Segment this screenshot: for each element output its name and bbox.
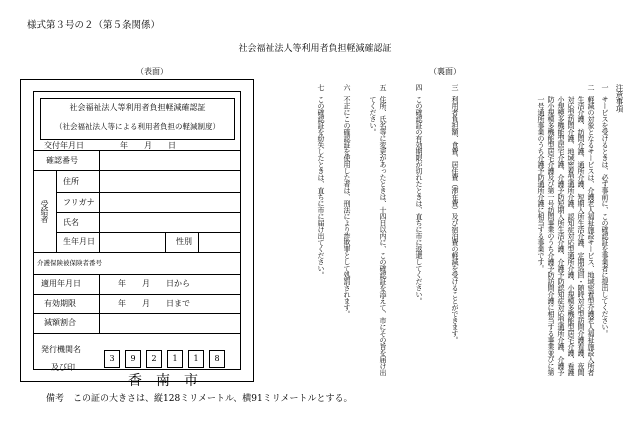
note-text: 軽減の対象となるサービスは、介護老人福祉施設サービス、地域密着型介護老人福祉施設入所者生活介護、訪問介護、通所介護、短期入所生活介護、定期巡回・随時対応型訪問介護看護、夜間対応型訪問介護、地域密着型通所介護、認知症対応型通所介護、小規模多機能型居宅介護、看護小規模多機能型居宅介護、介護予防短期入所生活介護、介護予防認知症対応型通所介護、介護予防小規模多機能型居宅介護及び第一号訪問事業のうち介護予防訪問介護に相当する事業並びに第一号通所事業のうち介護予防通所介護に相当する事業です。 [537,96,595,376]
validity-value: 年 月 日まで [118,299,190,308]
note-text: この確認証を紛失したときは、直ちに市に届け出てください。 [317,96,325,278]
note-text: 住所、氏名等に変更があったときは、十四日以内に、この確認証を添えて、市にその旨を届け出てください。 [369,96,387,376]
issuer-seal-label: 及び印 [51,363,75,372]
insured-number-label: 介護保険被保険者番号 [37,259,102,267]
name-label: 氏名 [63,218,79,227]
card-title: 社会福祉法人等利用者負担軽減確認証 [69,103,206,112]
form-number-label: 様式第３号の２（第５条関係） [27,20,161,31]
note-number: 六 [343,84,351,91]
note-text: 利用者負担額、食費、居住費（滞在費）及び宿泊費の軽減を受けることができます。 [451,96,459,343]
card-subtitle: （社会福祉法人等による利用者負担の軽減制度） [55,122,220,131]
issuer-name-label: 発行機関名 [41,345,81,354]
issue-date-value: 年 月 日 [120,141,176,150]
back-notes [290,84,624,381]
gender-label: 性別 [176,237,192,246]
confirm-number-label: 確認番号 [46,156,78,165]
note-text: この確認証の有効期限が切れたときは、直ちに市に返還してください。 [415,96,423,304]
note-number: 一 [601,84,609,91]
note-number: 七 [317,84,325,91]
front-side-label: （表面） [136,67,168,76]
issuer-digit-box: 1 [188,350,204,368]
row-divider [33,252,241,253]
row-divider [33,313,241,314]
issuer-digit-box: 9 [125,350,141,368]
row-divider [33,170,241,171]
issue-date-label: 交付年月日 [44,141,84,150]
row-divider [56,192,241,193]
validity-label: 有効期限 [44,299,76,308]
column-divider [99,150,100,252]
column-divider [56,170,57,252]
back-side-label: （裏面） [429,67,461,76]
birthdate-label: 生年月日 [63,237,95,246]
issuer-digit-box: 8 [209,350,225,368]
row-divider [33,333,241,334]
row-divider [33,294,241,295]
column-divider [198,232,199,252]
document-title: 社会福祉法人等利用者負担軽減確認証 [238,44,392,54]
issuer-digit-box: 1 [167,350,183,368]
note-text: 不正にこの確認証を使用した者は、刑法により詐欺罪として処罰されます。 [343,96,351,317]
row-divider [56,212,241,213]
beneficiary-label: 受給者 [40,200,49,223]
notes-heading: 注意事項 [615,84,624,112]
note-number: 二 [587,84,595,91]
reduction-rate-label: 減額割合 [44,318,76,327]
furigana-label: フリガナ [63,198,95,207]
apply-date-value: 年 月 日から [118,279,190,288]
column-divider [99,274,100,333]
note-number: 三 [451,84,459,91]
issuer-digit-box: 2 [146,350,162,368]
row-divider [33,274,241,275]
issuer-digit-box: 3 [104,350,120,368]
apply-date-label: 適用年月日 [41,279,81,288]
row-divider [56,232,241,233]
issuer-name: 香南市 [128,373,212,389]
footnote: 備考 この証の大きさは、縦128ミリメートル、横91ミリメートルとする。 [46,394,353,404]
note-text: サービスを受けるときは、必ず事前に、この確認証を事業者に提出してください。 [601,96,609,337]
column-divider [165,232,166,252]
note-number: 五 [379,84,387,91]
address-label: 住所 [63,177,79,186]
row-divider [33,150,241,151]
note-number: 四 [415,84,423,91]
